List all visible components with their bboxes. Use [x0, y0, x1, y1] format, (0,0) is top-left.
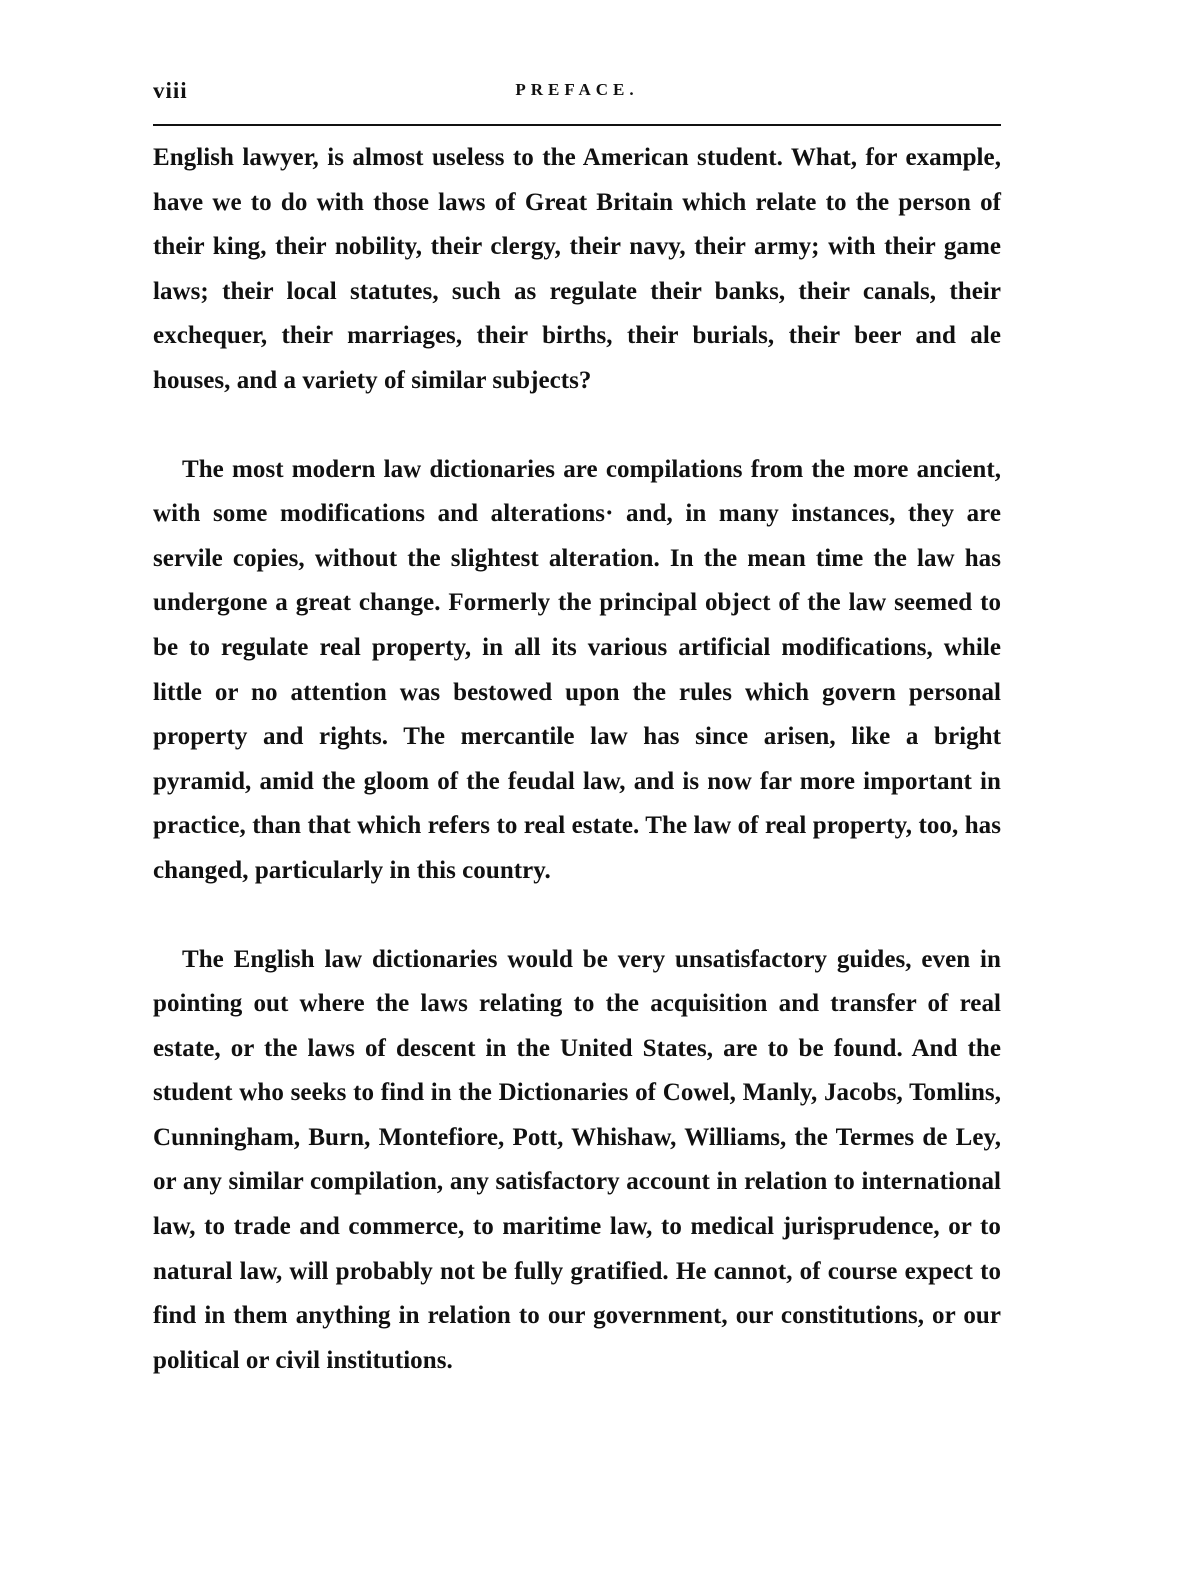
- paragraph-law-dictionaries: The most modern law dictionaries are compilations from the more ancient, with some modifications and alterations· and, in many instances, they are servile copies, without the slightest alteration. In the mean time the law has undergone a great change. Formerly the principal object of the law seemed to be to regulate real property, in all its various artificial modifications, while little or no attention was bestowed upon the rules which govern personal property and rights. The mercantile law has since arisen, like a bright pyramid, amid the gloom of the feudal law, and is now far more important in practice, than that which refers to real estate. The law of real property, too, has changed, particularly in this country.: [153, 455, 1001, 884]
- header-rule: [153, 124, 1001, 126]
- page-header: [153, 78, 1001, 118]
- page-number: viii: [153, 78, 188, 103]
- paragraph-continued: English lawyer, is almost useless to the American student. What, for example, have we to do with those laws of Great Britain which relate to the person of their king, their nobility, their clergy, their navy, their army; with their game laws; their local statutes, such as regulate their banks, their canals, their exchequer, their marriages, their births, their burials, their beer and ale houses, and a variety of similar subjects?: [153, 144, 1001, 394]
- running-head: PREFACE.: [515, 80, 639, 99]
- paragraph-english-dictionaries: The English law dictionaries would be very unsatisfactory guides, even in pointing out where the laws relating to the acquisition and transfer of real estate, or the laws of descent in the United States, are to be found. And the student who seeks to find in the Dictionaries of Cowel, Manly, Jacobs, Tomlins, Cunningham, Burn, Montefiore, Pott, Whishaw, Williams, the Termes de Ley, or any similar compilation, any satisfactory account in relation to international law, to trade and commerce, to maritime law, to medical jurisprudence, or to natural law, will probably not be fully gratified. He cannot, of course expect to find in them anything in relation to our government, our constitutions, or our political or civil institutions.: [153, 945, 1001, 1374]
- body-text: [153, 136, 1001, 1383]
